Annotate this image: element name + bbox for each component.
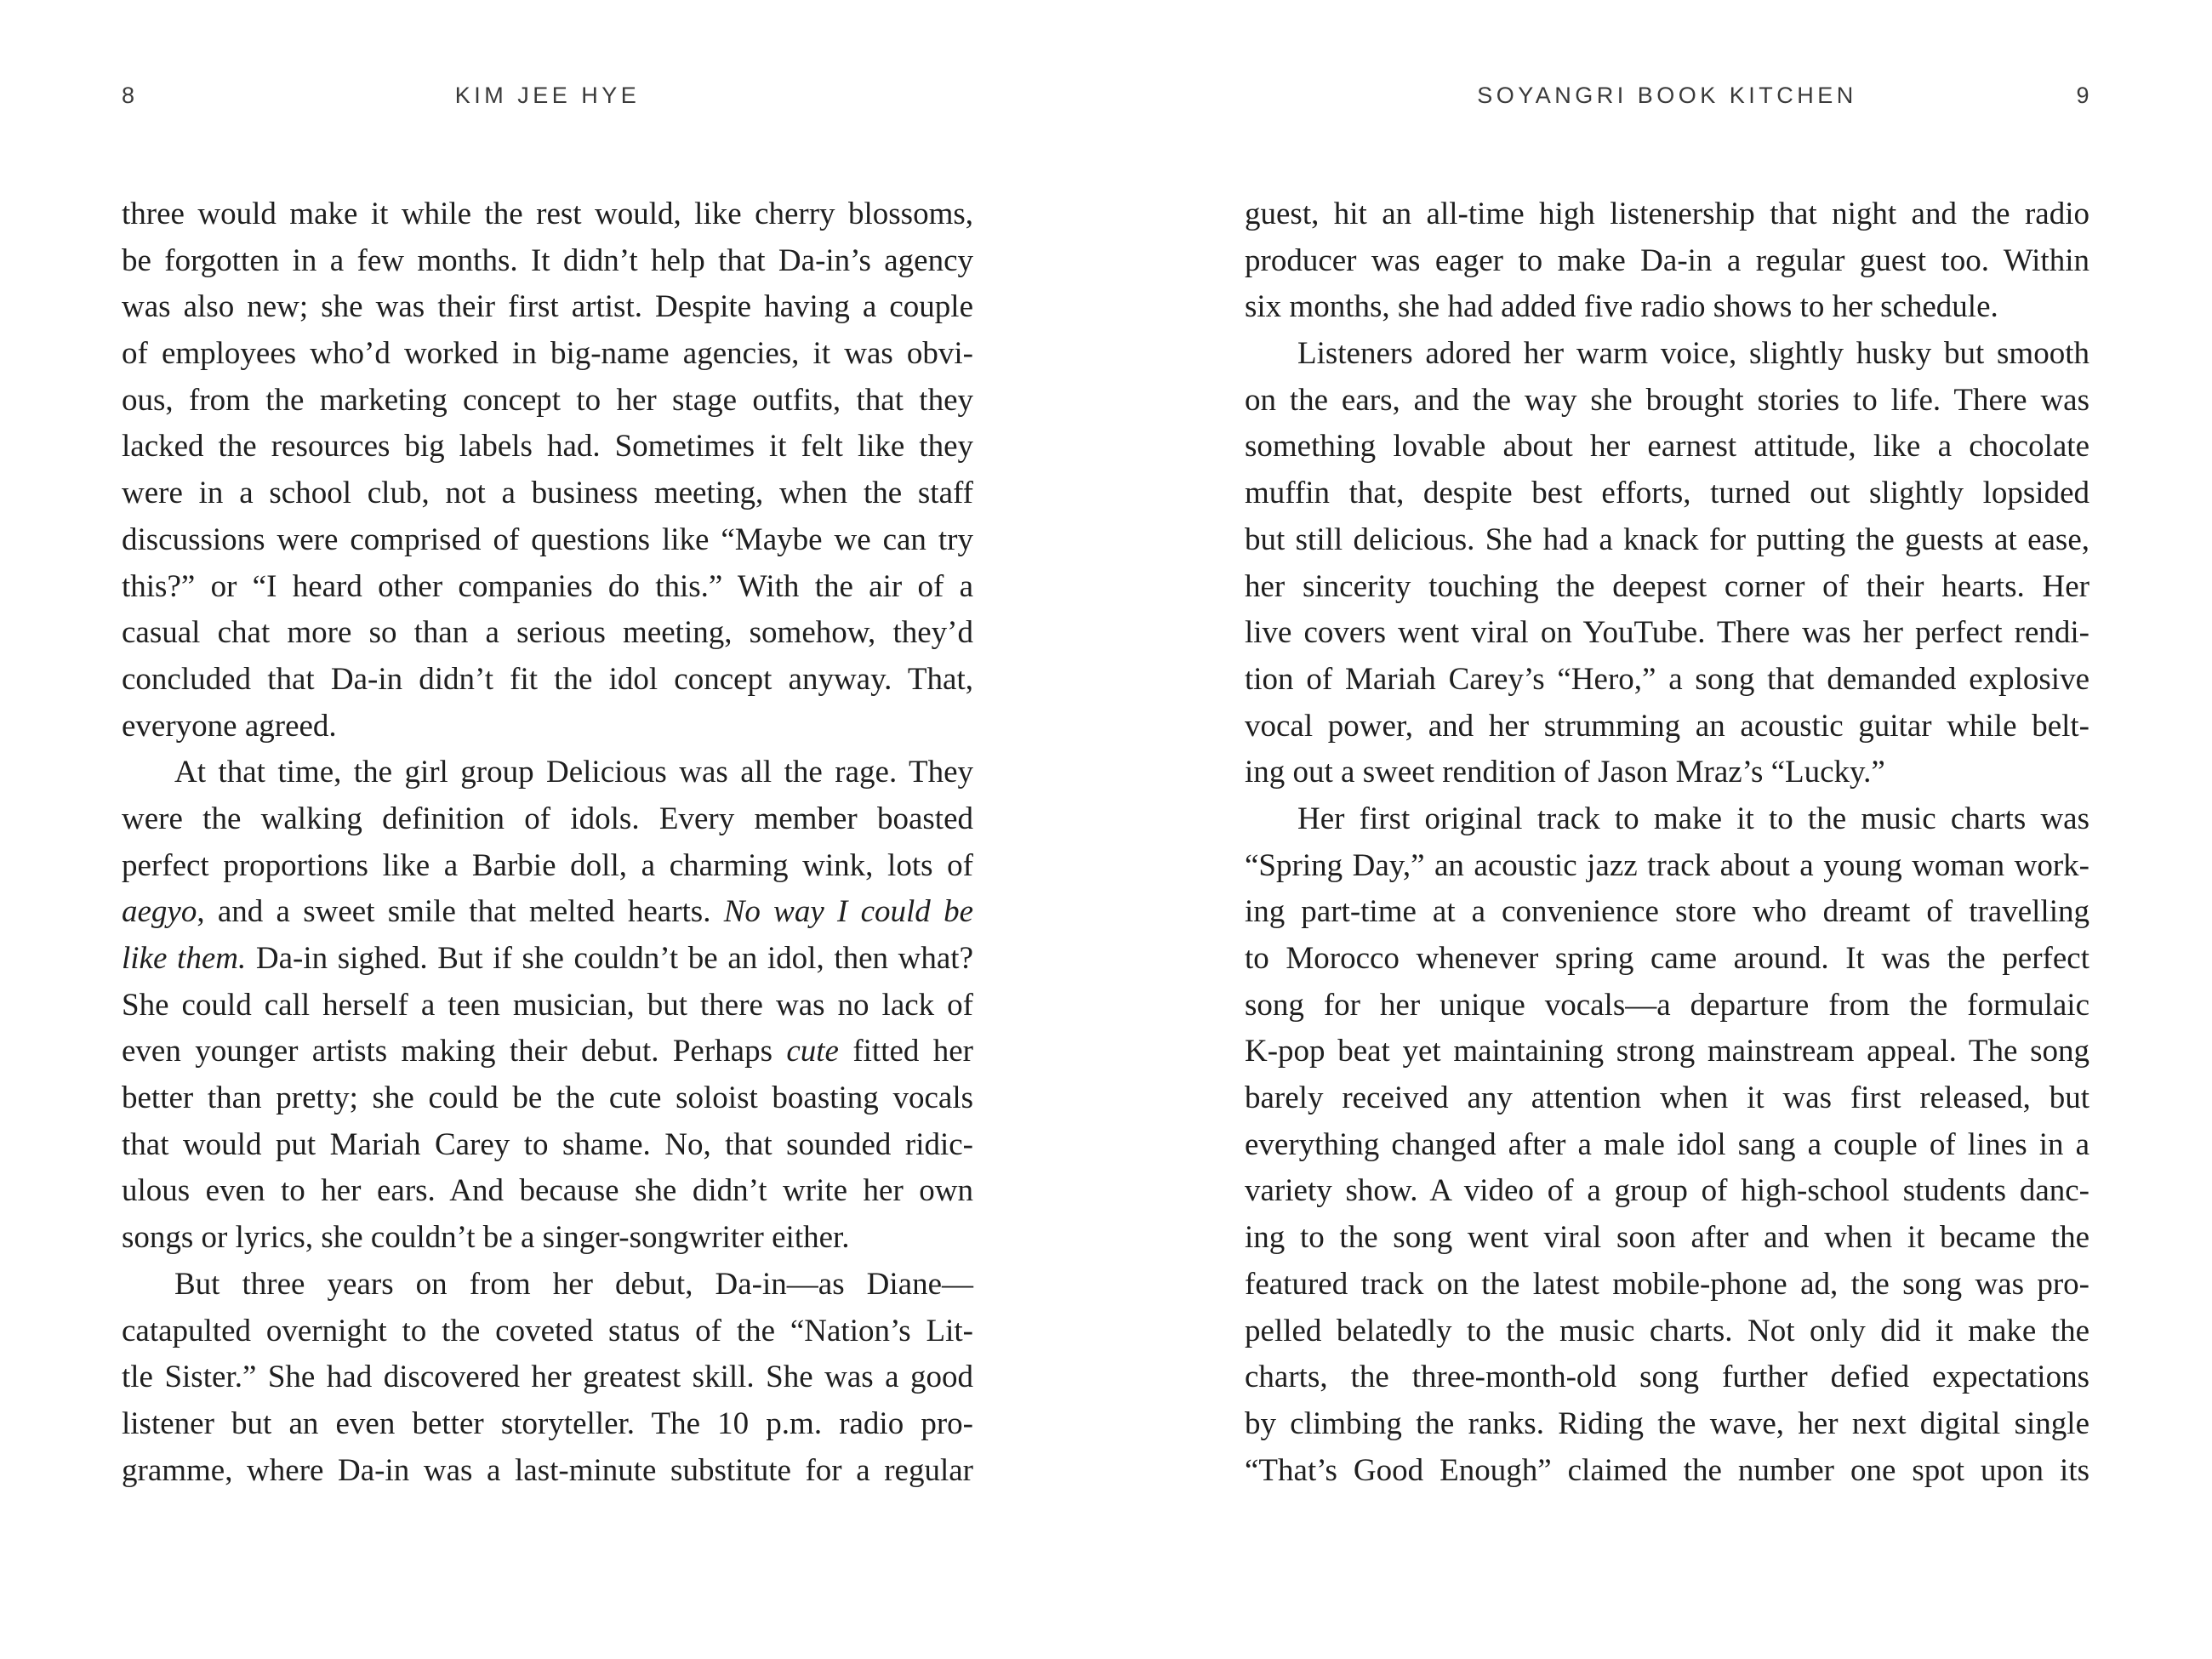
text-line: of employees who’d worked in big-name agencies, it was obvi- (122, 336, 973, 372)
text-line: ous, from the marketing concept to her stage outfits, that they (122, 382, 973, 418)
text-line: ing out a sweet rendition of Jason Mraz’s “Lucky.” (1245, 755, 1885, 790)
text-line: variety show. A video of a group of high-school students danc- (1245, 1173, 2089, 1209)
text-line: ulous even to her ears. And because she didn’t write her own (122, 1173, 973, 1209)
text-line: to Morocco whenever spring came around. It was the perfect (1245, 941, 2089, 976)
text-line: be forgotten in a few months. It didn’t help that Da-in’s agency (122, 242, 973, 278)
text-line: At that time, the girl group Delicious was all the rage. They (174, 755, 973, 790)
text-line: six months, she had added five radio shows to her schedule. (1245, 289, 1998, 325)
text-line: “That’s Good Enough” claimed the number one spot upon its (1245, 1452, 2089, 1488)
text-line: everyone agreed. (122, 708, 337, 744)
page-number-left: 8 (122, 83, 135, 108)
text-line: Her first original track to make it to the music charts was (1297, 801, 2089, 836)
text-line: her sincerity touching the deepest corner of their hearts. Her (1245, 568, 2089, 604)
text-line: barely received any attention when it was first released, but (1245, 1080, 2089, 1116)
text-line: live covers went viral on YouTube. There was her perfect rendi- (1245, 615, 2089, 651)
text-line: better than pretty; she could be the cute soloist boasting vocals (122, 1080, 973, 1116)
right-page-text-block (1245, 191, 2089, 1494)
text-line: She could call herself a teen musician, but there was no lack of (122, 987, 973, 1023)
text-line: that would put Mariah Carey to shame. No, that sounded ridic- (122, 1126, 973, 1162)
text-line: perfect proportions like a Barbie doll, a charming wink, lots of (122, 847, 973, 883)
text-line: like them. Da-in sighed. But if she couldn’t be an idol, then what? (122, 941, 974, 976)
text-line: three would make it while the rest would, like cherry blossoms, (122, 197, 973, 231)
text-line: lacked the resources big labels had. Sometimes it felt like they (122, 429, 973, 465)
text-line: on the ears, and the way she brought stories to life. There was (1245, 382, 2089, 418)
text-line: but still delicious. She had a knack for putting the guests at ease, (1245, 522, 2089, 557)
text-line: by climbing the ranks. Riding the wave, her next digital single (1245, 1405, 2089, 1441)
text-line: producer was eager to make Da-in a regular guest too. Within (1245, 242, 2089, 278)
page-number-right: 9 (2076, 83, 2089, 108)
text-line: K-pop beat yet maintaining strong mainstream appeal. The song (1245, 1034, 2089, 1069)
text-line: pelled belatedly to the music charts. Not only did it make the (1245, 1313, 2089, 1348)
text-line: even younger artists making their debut. Perhaps cute fitted her (122, 1034, 974, 1069)
text-line: “Spring Day,” an acoustic jazz track about a young woman work- (1245, 847, 2089, 883)
text-line: tle Sister.” She had discovered her greatest skill. She was a good (122, 1360, 973, 1395)
text-line: casual chat more so than a serious meeting, somehow, they’d (122, 615, 973, 651)
text-line: was also new; she was their first artist. Despite having a couple (122, 289, 973, 325)
text-line: catapulted overnight to the coveted status of the “Nation’s Lit- (122, 1313, 973, 1348)
text-line: concluded that Da-in didn’t fit the idol concept anyway. That, (122, 661, 973, 697)
text-line: guest, hit an all-time high listenership that night and the radio (1245, 197, 2089, 231)
text-line: muffin that, despite best efforts, turned out slightly lopsided (1245, 476, 2089, 511)
text-line: Listeners adored her warm voice, slightly husky but smooth (1297, 336, 2089, 372)
text-line: But three years on from her debut, Da-in—as Diane— (174, 1266, 973, 1302)
text-line: this?” or “I heard other companies do this.” With the air of a (122, 568, 973, 604)
text-line: ing part-time at a convenience store who dreamt of travelling (1245, 894, 2089, 930)
text-line: song for her unique vocals—a departure from the formulaic (1245, 987, 2089, 1023)
running-head-author: KIM JEE HYE (454, 83, 641, 108)
text-line: were in a school club, not a business meeting, when the staff (122, 476, 973, 511)
text-line: discussions were comprised of questions like “Maybe we can try (122, 522, 973, 557)
text-line: something lovable about her earnest attitude, like a chocolate (1245, 429, 2089, 465)
text-line: listener but an even better storyteller. The 10 p.m. radio pro- (122, 1405, 973, 1441)
text-line: gramme, where Da-in was a last-minute substitute for a regular (122, 1452, 973, 1488)
text-line: songs or lyrics, she couldn’t be a singer-songwriter either. (122, 1220, 850, 1256)
text-line: were the walking definition of idols. Every member boasted (122, 801, 973, 836)
running-head-title: SOYANGRI BOOK KITCHEN (1477, 83, 1857, 108)
text-line: charts, the three-month-old song further defied expectations (1245, 1360, 2089, 1395)
text-line: aegyo, and a sweet smile that melted hearts. No way I could be (122, 894, 973, 930)
text-line: featured track on the latest mobile-phone ad, the song was pro- (1245, 1266, 2089, 1302)
text-line: tion of Mariah Carey’s “Hero,” a song that demanded explosive (1245, 661, 2089, 697)
text-line: vocal power, and her strumming an acoustic guitar while belt- (1245, 708, 2089, 744)
left-page-text-block (122, 191, 973, 1494)
text-line: everything changed after a male idol sang a couple of lines in a (1245, 1126, 2089, 1162)
text-line: ing to the song went viral soon after and when it became the (1245, 1220, 2089, 1256)
